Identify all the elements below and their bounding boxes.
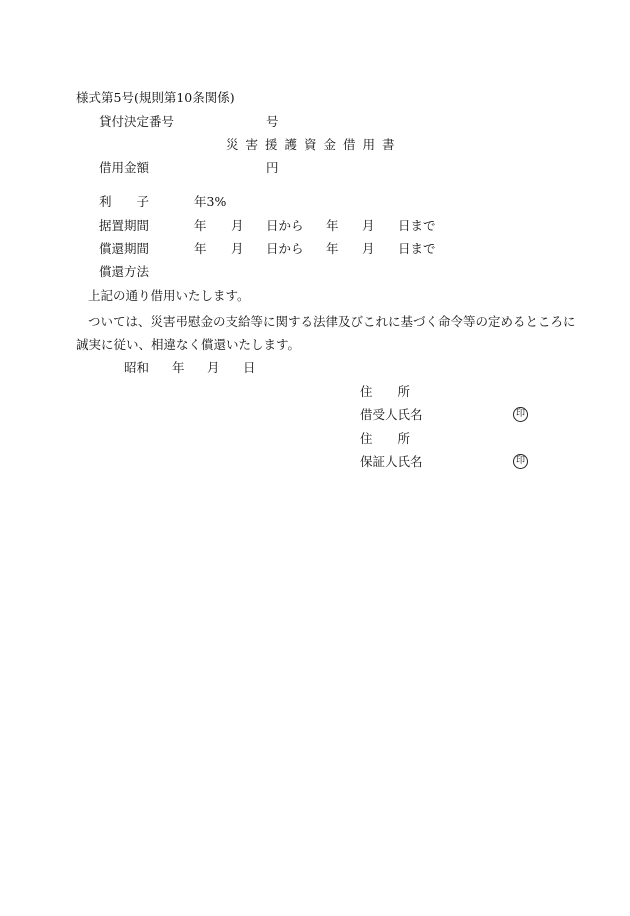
borrower-name-label: 借受人氏名 [360, 407, 423, 422]
repay-to-day: 日まで [398, 241, 436, 256]
grace-to-month: 月 [362, 218, 375, 233]
guarantor-name-label: 保証人氏名 [360, 454, 423, 469]
document-title: 災害援護資金借用書 [226, 137, 402, 152]
date-year: 年 [172, 360, 185, 375]
repayment-method-label: 償還方法 [99, 264, 150, 279]
statement-law-line1: ついては、災害弔慰金の支給等に関する法律及びこれに基づく命令等の定めるところに [88, 314, 576, 329]
repay-from-month: 月 [231, 241, 244, 256]
repay-to-month: 月 [362, 241, 375, 256]
guarantor-seal-icon: 印 [513, 454, 528, 469]
statement-borrow: 上記の通り借用いたします。 [88, 288, 250, 303]
interest-value: 年3% [194, 194, 227, 209]
statement-law-line2: 誠実に従い、相違なく償還いたします。 [76, 337, 301, 352]
decision-number-suffix: 号 [266, 114, 279, 129]
guarantor-address-label: 住 所 [360, 431, 411, 446]
grace-period-label: 据置期間 [99, 218, 150, 233]
date-day: 日 [243, 360, 256, 375]
borrower-address-label: 住 所 [360, 384, 411, 399]
loan-amount-suffix: 円 [266, 160, 279, 175]
repayment-period-label: 償還期間 [99, 241, 150, 256]
date-era: 昭和 [124, 360, 150, 375]
borrower-seal-icon: 印 [513, 407, 528, 422]
grace-to-year: 年 [326, 218, 339, 233]
interest-label: 利 子 [99, 194, 150, 209]
repay-from-year: 年 [194, 241, 207, 256]
grace-from-year: 年 [194, 218, 207, 233]
form-header: 様式第5号(規則第10条関係) [76, 90, 235, 105]
repay-to-year: 年 [326, 241, 339, 256]
date-month: 月 [207, 360, 220, 375]
decision-number-label: 貸付決定番号 [99, 114, 175, 129]
grace-from-day: 日から [266, 218, 304, 233]
loan-amount-label: 借用金額 [99, 160, 150, 175]
grace-from-month: 月 [231, 218, 244, 233]
repay-from-day: 日から [266, 241, 304, 256]
grace-to-day: 日まで [398, 218, 436, 233]
